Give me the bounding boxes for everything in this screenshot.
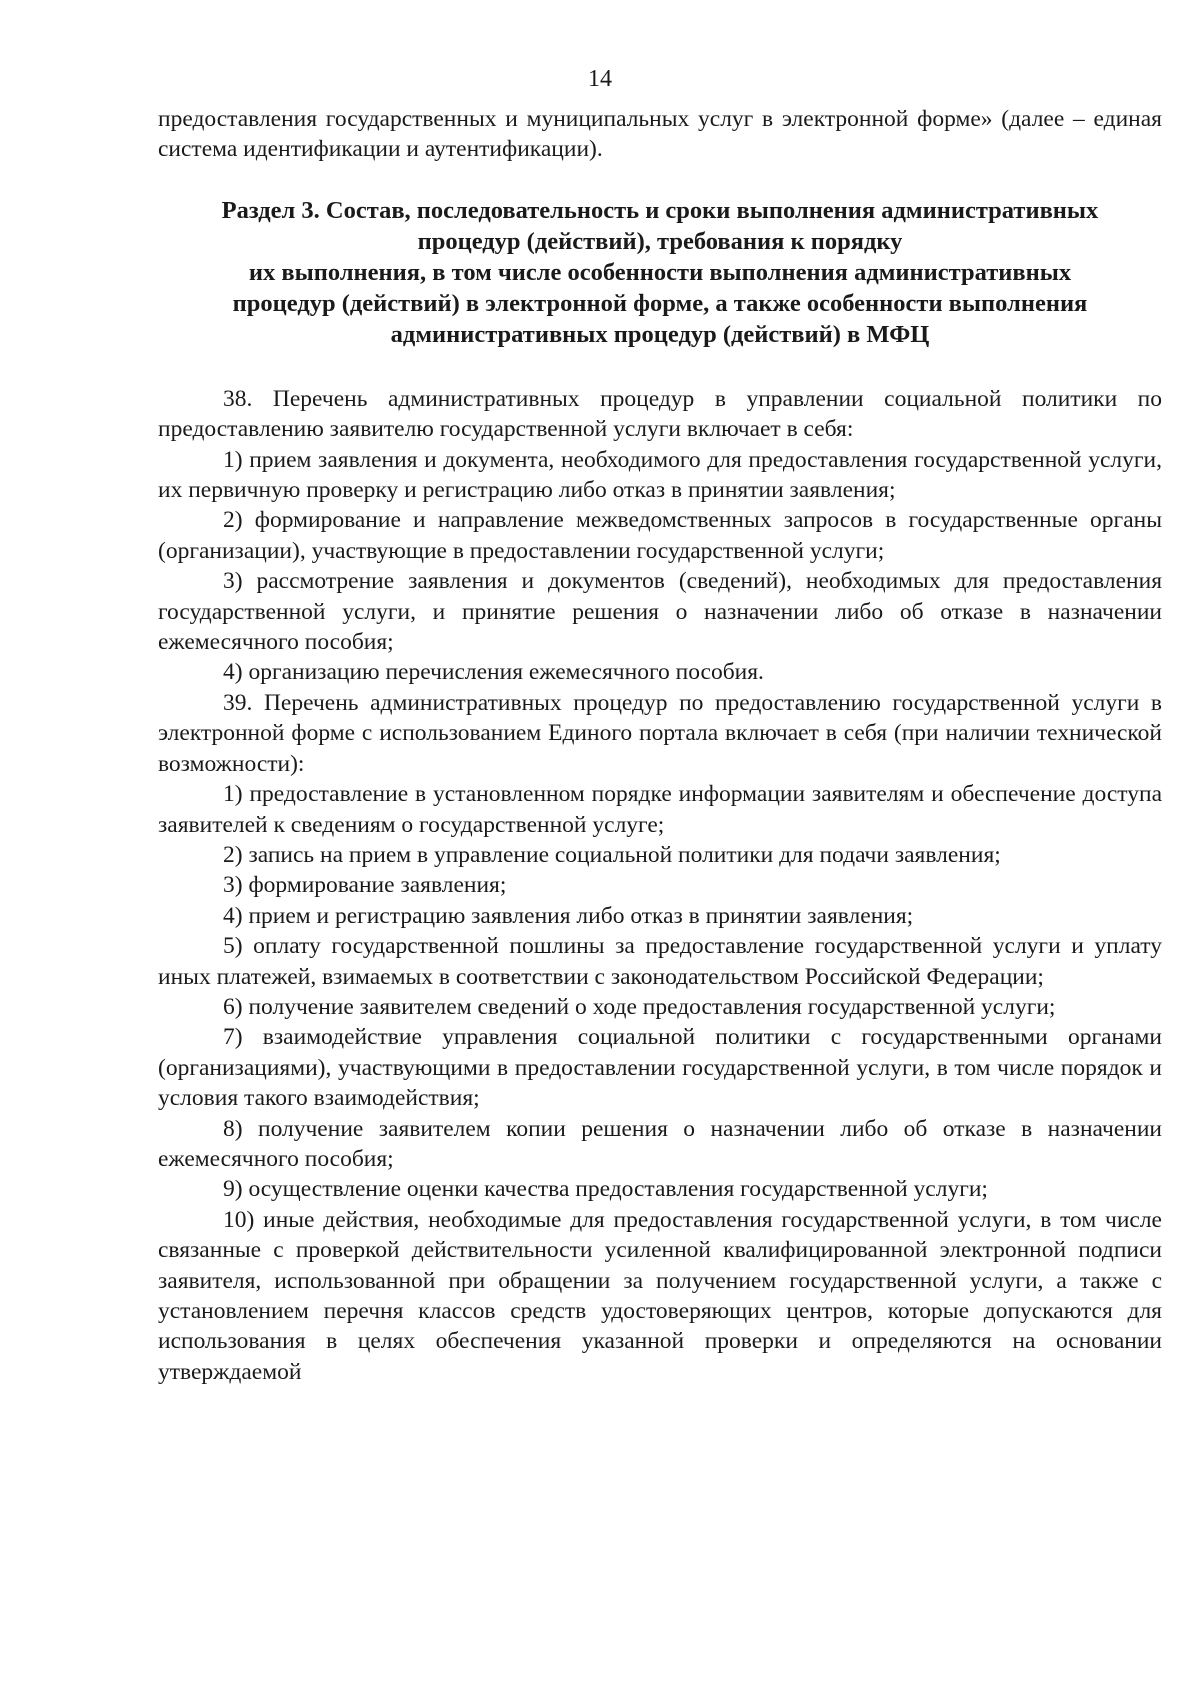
section-heading (158, 195, 1162, 350)
section-heading-line: процедур (действий) в электронной форме, а также особенности выполнения (232, 289, 1088, 317)
section-heading-line: их выполнения, в том числе особенности выполнения административных (248, 258, 1072, 286)
list-item: 2) запись на прием в управление социальной политики для подачи заявления; (223, 841, 1001, 868)
section-heading-line: административных процедур (действий) в МФЦ (390, 320, 930, 348)
paragraph-38: 38. Перечень административных процедур в управлении социальной политики по предоставлению заявителю государственной услуги включает в себя: (158, 385, 1162, 443)
section-heading-line: Раздел 3. Состав, последовательность и сроки выполнения административных (221, 196, 1099, 224)
list-item: 1) предоставление в установленном порядке информации заявителям и обеспечение доступа заявителей к сведениям о государственной услуге; (158, 781, 1162, 838)
list-item: 4) организацию перечисления ежемесячного пособия. (223, 659, 764, 686)
section-heading-line: процедур (действий), требования к порядку (417, 227, 903, 255)
list-item: 8) получение заявителем копии решения о назначении либо об отказе в назначении ежемесячного пособия; (158, 1115, 1162, 1172)
intro-paragraph: предоставления государственных и муниципальных услуг в электронной форме» (далее – единая система идентификации и аутентификации). (158, 106, 1162, 163)
list-item: 10) иные действия, необходимые для предоставления государственной услуги, в том числе связанные с проверкой действительности усиленной квалифицированной электронной подписи заявителя, использованной при обращении за получением государственной услуги, а также с установлением перечня классов средств удостоверяющих центров, которые допускаются для использования в целях обеспечения указанной проверки и определяются на основании утверждаемой (158, 1206, 1162, 1385)
list-item: 6) получение заявителем сведений о ходе предоставления государственной услуги; (223, 993, 1056, 1020)
list-item: 5) оплату государственной пошлины за предоставление государственной услуги и уплату иных платежей, взимаемых в соответствии с законодательством Российской Федерации; (158, 933, 1162, 990)
list-item: 1) прием заявления и документа, необходимого для предоставления государственной услуги, их первичную проверку и регистрацию либо отказ в принятии заявления; (158, 446, 1162, 504)
list-item: 7) взаимодействие управления социальной политики с государственными органами (организациями), участвующими в предоставлении государственной услуги, в том числе порядок и условия такого взаимодействия; (158, 1024, 1162, 1112)
list-item: 9) осуществление оценки качества предоставления государственной услуги; (223, 1176, 988, 1203)
paragraph-39: 39. Перечень административных процедур по предоставлению государственной услуги в электронной форме с использованием Единого портала включает в себя (при наличии технической возможности): (158, 689, 1162, 777)
list-item: 3) рассмотрение заявления и документов (сведений), необходимых для предоставления государственной услуги, и принятие решения о назначении либо об отказе в назначении ежемесячного пособия; (158, 568, 1162, 656)
list-item: 3) формирование заявления; (223, 872, 507, 899)
page-number: 14 (588, 66, 612, 92)
list-item: 2) формирование и направление межведомственных запросов в государственные органы (организации), участвующие в предоставлении государственной услуги; (158, 507, 1162, 564)
list-item: 4) прием и регистрацию заявления либо отказ в принятии заявления; (223, 902, 914, 929)
document-body (158, 104, 1162, 1387)
